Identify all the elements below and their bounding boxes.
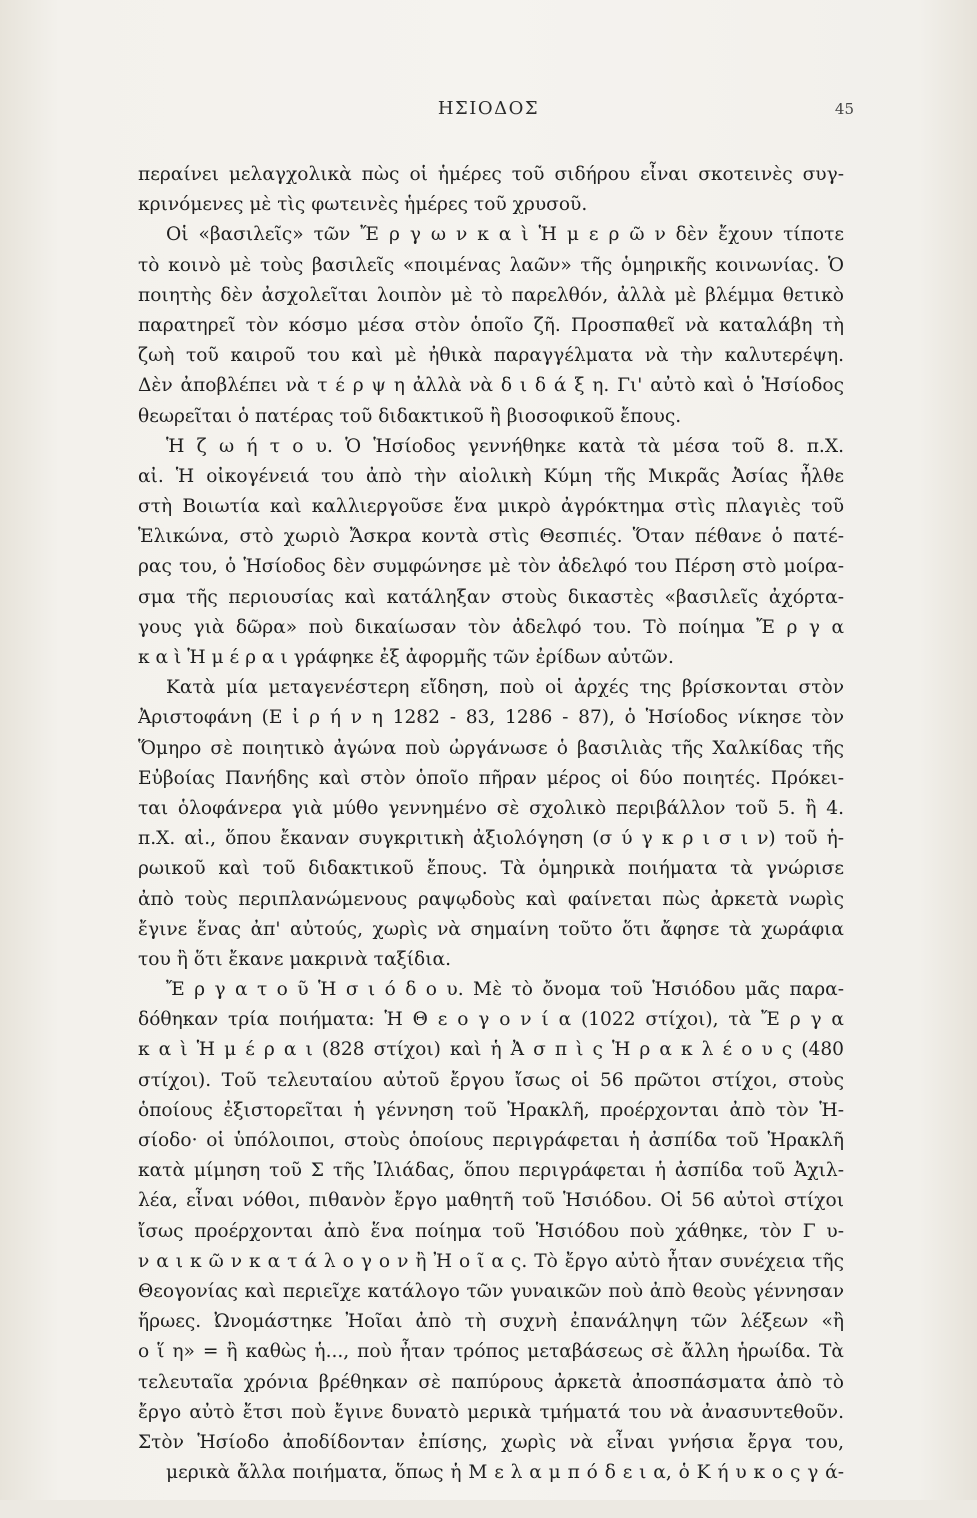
text-line: του ἢ ὅτι ἔκανε μακρινὰ ταξίδια. <box>138 948 452 970</box>
text-line: ἀπὸ τοὺς περιπλανώμενους ραψῳδοὺς καὶ φαίνεται πὼς ἀρκετὰ νωρὶς <box>138 888 844 910</box>
text-line: τὸ κοινὸ μὲ τοὺς βασιλεῖς «ποιμένας λαῶν» τῆς ὁμηρικῆς κοινωνίας. Ὁ <box>138 254 844 276</box>
text-line: γους γιὰ δῶρα» ποὺ δικαίωσαν τὸν ἀδελφό του. Τὸ ποίημα Ἔ ρ γ α <box>138 616 844 638</box>
text-line: στίχοι). Τοῦ τελευταίου αὐτοῦ ἔργου ἴσως οἱ 56 πρῶτοι στίχοι, στοὺς <box>138 1069 844 1091</box>
text-line: ἔργο αὐτὸ ἔτσι ποὺ ἔγινε δυνατὸ μερικὰ τμήματά του νὰ ἀνασυντεθοῦν. <box>138 1401 844 1423</box>
text-line: Ὅμηρο σὲ ποιητικὸ ἀγώνα ποὺ ὠργάνωσε ὁ βασιλιὰς τῆς Χαλκίδας τῆς <box>138 737 844 759</box>
text-line: κρινόμενες μὲ τὶς φωτεινὲς ἡμέρες τοῦ χρυσοῦ. <box>138 194 588 216</box>
text-line: ζωὴ τοῦ καιροῦ του καὶ μὲ ἠθικὰ παραγγέλματα νὰ τὴν καλυτερέψη. <box>138 345 844 367</box>
running-title: ΗΣΙΟΔΟΣ <box>437 98 540 119</box>
text-line: Ἀριστοφάνη (Ε ἰ ρ ή ν η 1282 - 83, 1286 - 87), ὁ Ἡσίοδος νίκησε τὸν <box>138 707 844 729</box>
text-line: δόθηκαν τρία ποιήματα: Ἡ Θ ε ο γ ο ν ί α (1022 στίχοι), τὰ Ἔ ρ γ α <box>138 1009 844 1031</box>
text-line: σίοδο· οἱ ὑπόλοιποι, στοὺς ὁποίους περιγράφεται ἡ ἀσπίδα τοῦ Ἡρακλῆ <box>138 1130 844 1151</box>
text-line: Κατὰ μία μεταγενέστερη εἴδηση, ποὺ οἱ ἀρχές της βρίσκονται στὸν <box>166 677 844 699</box>
text-line: Ἔ ρ γ α τ ο ῦ Ἡ σ ι ό δ ο υ. Μὲ τὸ ὄνομα τοῦ Ἡσιόδου μᾶς παρα- <box>166 979 844 1001</box>
page-header <box>0 98 977 128</box>
text-line: κ α ὶ Ἡ μ έ ρ α ι γράφηκε ἐξ ἀφορμῆς τῶν ἐρίδων αὐτῶν. <box>138 647 674 668</box>
text-line: ρας του, ὁ Ἡσίοδος δὲν συμφώνησε μὲ τὸν ἀδελφό του Πέρση στὸ μοίρα- <box>138 556 844 578</box>
text-line: ὁποίους ἐξιστορεῖται ἡ γέννηση τοῦ Ἡρακλῆ, προέρχονται ἀπὸ τὸν Ἡ- <box>138 1099 844 1121</box>
text-line: θεωρεῖται ὁ πατέρας τοῦ διδακτικοῦ ἢ βιοσοφικοῦ ἔπους. <box>138 405 682 427</box>
text-line: στὴ Βοιωτία καὶ καλλιεργοῦσε ἕνα μικρὸ ἀγρόκτημα στὶς πλαγιὲς τοῦ <box>138 496 844 518</box>
text-line: λέα, εἶναι νόθοι, πιθανὸν ἔργο μαθητῆ τοῦ Ἡσιόδου. Οἱ 56 αὐτοὶ στίχοι <box>138 1190 844 1212</box>
text-line: ται ὁλοφάνερα γιὰ μύθο γεννημένο σὲ σχολικὸ περιβάλλον τοῦ 5. ἢ 4. <box>138 797 844 819</box>
text-line: κατὰ μίμηση τοῦ Σ τῆς Ἰλιάδας, ὅπου περιγράφεται ἡ ἀσπίδα τοῦ Ἀχιλ- <box>138 1160 844 1182</box>
text-line: παρατηρεῖ τὸν κόσμο μέσα στὸν ὁποῖο ζῆ. Προσπαθεῖ νὰ καταλάβη τὴ <box>138 314 844 336</box>
text-line: ἴσως προέρχονται ἀπὸ ἕνα ποίημα τοῦ Ἡσιόδου ποὺ χάθηκε, τὸν Γ υ- <box>138 1220 844 1242</box>
text-line: μερικὰ ἄλλα ποιήματα, ὅπως ἡ Μ ε λ α μ π ό δ ε ι α, ὁ Κ ή υ κ ο ς γ ά- <box>166 1462 844 1484</box>
text-line: ρωικοῦ καὶ τοῦ διδακτικοῦ ἔπους. Τὰ ὁμηρικὰ ποιήματα τὰ γνώρισε <box>138 858 844 880</box>
text-line: ἔγινε ἕνας ἀπ' αὐτούς, χωρὶς νὰ σημαίνη τοῦτο ὅτι ἄφησε τὰ χωράφια <box>138 918 844 940</box>
text-line: Εὐβοίας Πανήδης καὶ στὸν ὁποῖο πῆραν μέρος οἱ δύο ποιητές. Πρόκει- <box>138 767 844 789</box>
text-line: αἰ. Ἡ οἰκογένειά του ἀπὸ τὴν αἰολικὴ Κύμη τῆς Μικρᾶς Ἀσίας ἦλθε <box>138 465 844 487</box>
text-line: Θεογονίας καὶ περιεῖχε κατάλογο τῶν γυναικῶν ποὺ ἀπὸ θεοὺς γέννησαν <box>138 1280 844 1302</box>
body-text <box>138 160 844 1518</box>
text-line: κ α ὶ Ἡ μ έ ρ α ι (828 στίχοι) καὶ ἡ Ἀ σ π ὶ ς Ἡ ρ α κ λ έ ο υ ς (480 <box>138 1039 844 1061</box>
text-line: Ἡ ζ ω ή τ ο υ. Ὁ Ἡσίοδος γεννήθηκε κατὰ τὰ μέσα τοῦ 8. π.Χ. <box>166 435 844 457</box>
text-line: σμα τῆς περιουσίας καὶ κατάληξαν στοὺς δικαστὲς «βασιλεῖς ἀχόρτα- <box>138 586 844 608</box>
text-line: Δὲν ἀποβλέπει νὰ τ έ ρ ψ η ἀλλὰ νὰ δ ι δ ά ξ η. Γι' αὐτὸ καὶ ὁ Ἡσίοδος <box>138 375 844 397</box>
text-line: τελευταῖα χρόνια βρέθηκαν σὲ παπύρους ἀρκετὰ ἀποσπάσματα ἀπὸ τὸ <box>138 1371 844 1393</box>
page-number: 45 <box>834 100 854 118</box>
text-line: ο ἵ η» = ἢ καθὼς ἡ..., ποὺ ἦταν τρόπος μεταβάσεως σὲ ἄλλη ἡρωίδα. Τὰ <box>138 1341 844 1363</box>
text-line: ποιητὴς δὲν ἀσχολεῖται λοιπὸν μὲ τὸ παρελθόν, ἀλλὰ μὲ βλέμμα θετικὸ <box>138 284 844 306</box>
text-line: ἥρωες. Ὠνομάστηκε Ἠοῖαι ἀπὸ τὴ συχνὴ ἐπανάληψη τῶν λέξεων «ἢ <box>138 1311 844 1333</box>
text-line <box>138 1488 844 1518</box>
text-line: Στὸν Ἡσίοδο ἀποδίδονταν ἐπίσης, χωρὶς νὰ εἶναι γνήσια ἔργα του, <box>138 1431 844 1453</box>
text-line: Οἱ «βασιλεῖς» τῶν Ἔ ρ γ ω ν κ α ὶ Ἡ μ ε ρ ῶ ν δὲν ἔχουν τίποτε <box>166 224 844 246</box>
text-line: Ἑλικώνα, στὸ χωριὸ Ἄσκρα κοντὰ στὶς Θεσπιές. Ὅταν πέθανε ὁ πατέ- <box>138 526 844 548</box>
text-line: ν α ι κ ῶ ν κ α τ ά λ ο γ ο ν ἢ Ἠ ο ῖ α ς. Τὸ ἔργο αὐτὸ ἦταν συνέχεια τῆς <box>138 1250 844 1272</box>
text-line: π.Χ. αἰ., ὅπου ἔκαναν συγκριτικὴ ἀξιολόγηση (σ ύ γ κ ρ ι σ ι ν) τοῦ ἡ- <box>138 828 844 850</box>
text-line: περαίνει μελαγχολικὰ πὼς οἱ ἡμέρες τοῦ σιδήρου εἶναι σκοτεινὲς συγ- <box>138 164 844 185</box>
